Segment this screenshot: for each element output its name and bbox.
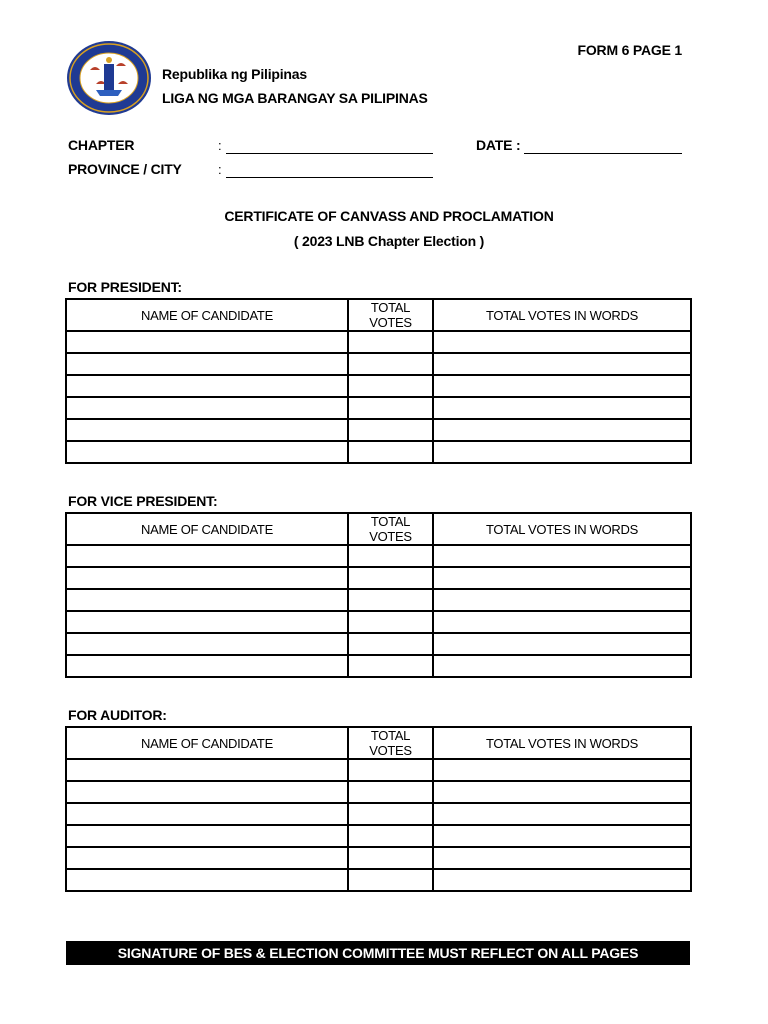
total-votes-cell[interactable] — [348, 633, 433, 655]
certificate-subtitle: ( 2023 LNB Chapter Election ) — [293, 233, 485, 249]
votes-in-words-cell[interactable] — [433, 397, 691, 419]
table-row — [66, 441, 691, 463]
candidate-name-cell[interactable] — [66, 353, 348, 375]
votes-in-words-cell[interactable] — [433, 759, 691, 781]
table-row — [66, 545, 691, 567]
votes-in-words-cell[interactable] — [433, 441, 691, 463]
candidate-name-cell[interactable] — [66, 759, 348, 781]
table-header-row — [66, 727, 691, 759]
candidate-name-cell[interactable] — [66, 655, 348, 677]
total-votes-cell[interactable] — [348, 375, 433, 397]
header-total-votes: TOTAL VOTES — [348, 513, 433, 545]
date-field[interactable] — [524, 153, 682, 154]
auditor-votes-table — [65, 726, 692, 892]
chapter-colon: : — [218, 138, 222, 153]
total-votes-cell[interactable] — [348, 781, 433, 803]
candidate-name-cell[interactable] — [66, 545, 348, 567]
votes-in-words-cell[interactable] — [433, 869, 691, 891]
table-row — [66, 611, 691, 633]
votes-in-words-cell[interactable] — [433, 545, 691, 567]
votes-in-words-cell[interactable] — [433, 375, 691, 397]
total-votes-cell[interactable] — [348, 589, 433, 611]
table-row — [66, 803, 691, 825]
candidate-name-cell[interactable] — [66, 611, 348, 633]
votes-in-words-cell[interactable] — [433, 655, 691, 677]
total-votes-cell[interactable] — [348, 331, 433, 353]
candidate-name-cell[interactable] — [66, 869, 348, 891]
header-name-of-candidate: NAME OF CANDIDATE — [66, 513, 348, 545]
signature-notice-bar: SIGNATURE OF BES & ELECTION COMMITTEE MUST REFLECT ON ALL PAGES — [66, 941, 690, 965]
candidate-name-cell[interactable] — [66, 803, 348, 825]
president-votes-table — [65, 298, 692, 464]
table-row — [66, 869, 691, 891]
votes-in-words-cell[interactable] — [433, 633, 691, 655]
votes-in-words-cell[interactable] — [433, 847, 691, 869]
header-total-votes-in-words: TOTAL VOTES IN WORDS — [433, 299, 691, 331]
table-row — [66, 375, 691, 397]
total-votes-cell[interactable] — [348, 441, 433, 463]
votes-in-words-cell[interactable] — [433, 353, 691, 375]
total-votes-cell[interactable] — [348, 419, 433, 441]
candidate-name-cell[interactable] — [66, 419, 348, 441]
section-title-president: FOR PRESIDENT: — [68, 279, 182, 295]
header-total-votes-in-words: TOTAL VOTES IN WORDS — [433, 727, 691, 759]
votes-in-words-cell[interactable] — [433, 567, 691, 589]
table-row — [66, 419, 691, 441]
province-city-label: PROVINCE / CITY — [68, 161, 182, 177]
total-votes-cell[interactable] — [348, 611, 433, 633]
table-header-row — [66, 299, 691, 331]
votes-in-words-cell[interactable] — [433, 589, 691, 611]
table-header-row — [66, 513, 691, 545]
votes-in-words-cell[interactable] — [433, 803, 691, 825]
candidate-name-cell[interactable] — [66, 331, 348, 353]
candidate-name-cell[interactable] — [66, 847, 348, 869]
header-total-votes: TOTAL VOTES — [348, 727, 433, 759]
total-votes-cell[interactable] — [348, 759, 433, 781]
province-city-field[interactable] — [226, 177, 433, 178]
votes-in-words-cell[interactable] — [433, 419, 691, 441]
votes-in-words-cell[interactable] — [433, 611, 691, 633]
table-row — [66, 847, 691, 869]
total-votes-cell[interactable] — [348, 545, 433, 567]
votes-in-words-cell[interactable] — [433, 781, 691, 803]
votes-in-words-cell[interactable] — [433, 331, 691, 353]
form-number: FORM 6 PAGE 1 — [577, 42, 682, 58]
header-name-of-candidate: NAME OF CANDIDATE — [66, 299, 348, 331]
candidate-name-cell[interactable] — [66, 397, 348, 419]
province-city-colon: : — [218, 162, 222, 177]
table-row — [66, 353, 691, 375]
table-row — [66, 781, 691, 803]
total-votes-cell[interactable] — [348, 567, 433, 589]
candidate-name-cell[interactable] — [66, 375, 348, 397]
table-row — [66, 567, 691, 589]
league-title: LIGA NG MGA BARANGAY SA PILIPINAS — [162, 90, 428, 106]
candidate-name-cell[interactable] — [66, 589, 348, 611]
header-name-of-candidate: NAME OF CANDIDATE — [66, 727, 348, 759]
date-label: DATE : — [476, 137, 521, 153]
liga-seal-logo — [66, 40, 152, 116]
total-votes-cell[interactable] — [348, 353, 433, 375]
candidate-name-cell[interactable] — [66, 825, 348, 847]
certificate-title: CERTIFICATE OF CANVASS AND PROCLAMATION — [224, 208, 554, 224]
table-row — [66, 331, 691, 353]
total-votes-cell[interactable] — [348, 825, 433, 847]
total-votes-cell[interactable] — [348, 847, 433, 869]
candidate-name-cell[interactable] — [66, 633, 348, 655]
vice-president-votes-table — [65, 512, 692, 678]
header-total-votes-in-words: TOTAL VOTES IN WORDS — [433, 513, 691, 545]
header-total-votes: TOTAL VOTES — [348, 299, 433, 331]
total-votes-cell[interactable] — [348, 655, 433, 677]
section-title-vice-president: FOR VICE PRESIDENT: — [68, 493, 218, 509]
republic-title: Republika ng Pilipinas — [162, 66, 307, 82]
total-votes-cell[interactable] — [348, 869, 433, 891]
table-row — [66, 589, 691, 611]
chapter-field[interactable] — [226, 153, 433, 154]
section-title-auditor: FOR AUDITOR: — [68, 707, 167, 723]
table-row — [66, 825, 691, 847]
candidate-name-cell[interactable] — [66, 441, 348, 463]
candidate-name-cell[interactable] — [66, 781, 348, 803]
total-votes-cell[interactable] — [348, 803, 433, 825]
table-row — [66, 655, 691, 677]
chapter-label: CHAPTER — [68, 137, 135, 153]
candidate-name-cell[interactable] — [66, 567, 348, 589]
total-votes-cell[interactable] — [348, 397, 433, 419]
table-row — [66, 397, 691, 419]
votes-in-words-cell[interactable] — [433, 825, 691, 847]
table-row — [66, 759, 691, 781]
table-row — [66, 633, 691, 655]
